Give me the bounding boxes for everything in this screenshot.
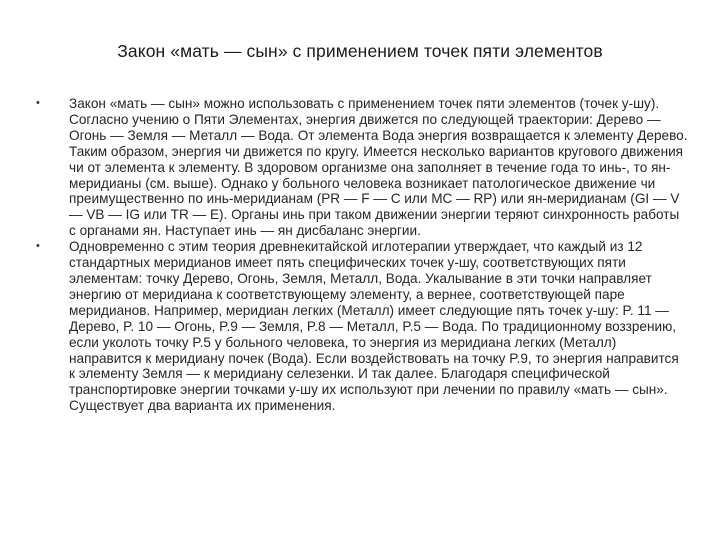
bullet-marker: •	[36, 240, 40, 253]
bullet-marker: •	[36, 97, 40, 109]
bullet-text: Одновременно с этим теория древнекитайской иглотерапии утверждает, что каждый из 12 стандартных меридианов имеет пять специфических точек у-шу, соответствующих пяти элементам: точку Дерево, Огонь, Земля, Металл, Вода. Укалывание в эти точки направляет энергию от меридиана к соответствующему элементу, а вернее, соответствующей паре меридианов. Например, меридиан легких (Металл) имеет следующие пять точек у-шу: P. 11 — Дерево, P. 10 — Огонь, P.9 — Земля, P.8 — Металл, P.5 — Вода. По традиционному воззрению, если уколоть точку P.5 у больного человека, то энергия из меридиана легких (Металл) направится к меридиану почек (Вода). Если воздействовать на точку P.9, то энергия направится к элементу Земля — к меридиану селезенки. И так далее. Благодаря специфической транспортировке энергии точками у-шу их используют при лечении по правилу «мать — сын». Существует два варианта их применения.	[69, 239, 679, 414]
bullet-text: Закон «мать — сын» можно использовать с применением точек пяти элементов (точек у-шу). Согласно учению о Пяти Элементах, энергия движется по следующей траектории: Дерево — Огонь — Земля — Металл — Вода. От элемента Вода энергия возвращается к элементу Дерево. Таким образом, энергия чи движется по кругу. Имеется несколько вариантов кругового движения чи от элемента к элементу. В здоровом организме она заполняет в течение года то инь-, то ян-меридианы (см. выше). Однако у больного человека возникает патологическое движение чи преимущественно по инь-меридианам (PR — F — C или MC — RP) или ян-меридианам (GI — V — VB — IG или TR — E). Органы инь при таком движении энергии теряют синхронность работы с органами ян. Наступает инь — ян дисбаланс энергии.	[69, 96, 688, 239]
slide-body	[36, 96, 688, 414]
bullet-item	[36, 96, 688, 239]
slide-title: Закон «мать — сын» с применением точек пяти элементов	[117, 41, 603, 61]
bullet-item	[36, 239, 688, 414]
